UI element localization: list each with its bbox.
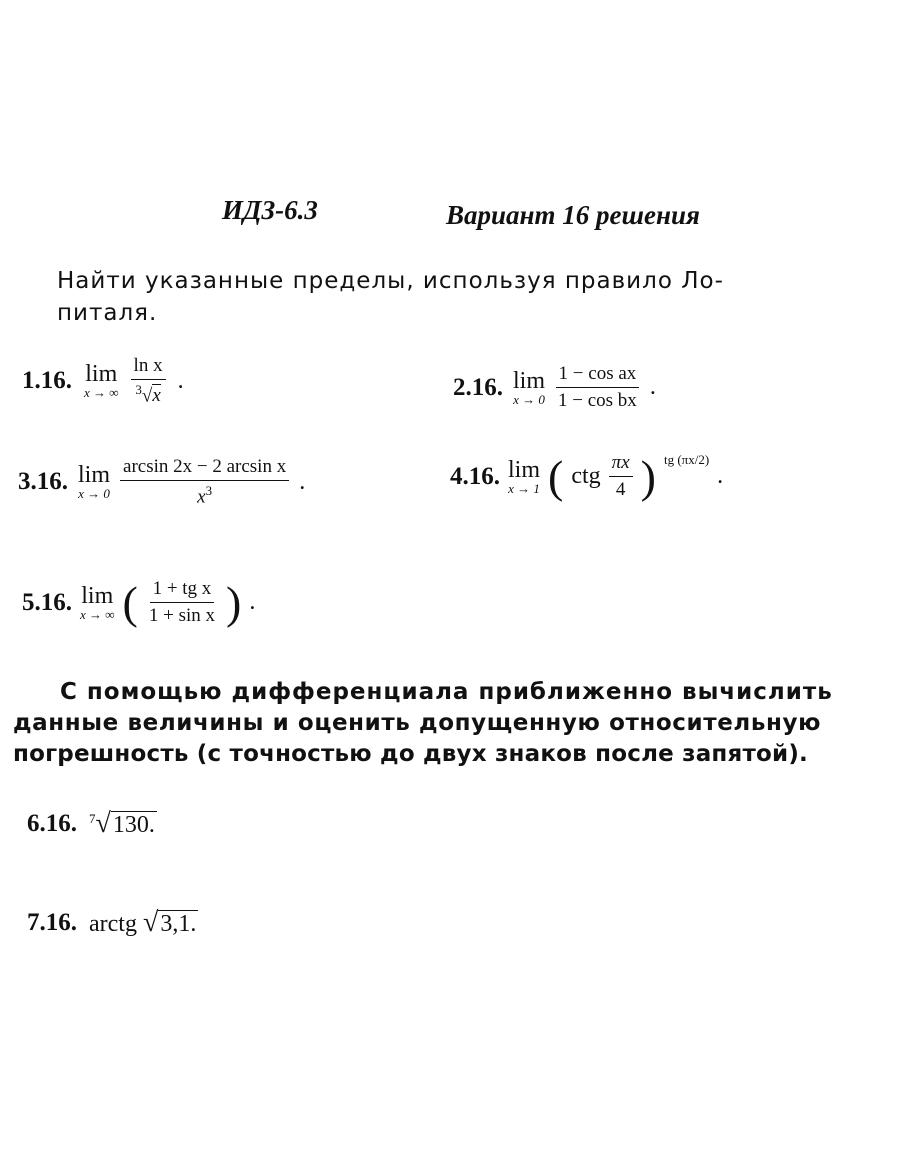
denominator: 1 − cos bx <box>558 390 637 411</box>
function-name: ctg <box>571 463 601 489</box>
instruction-line-1: Найти указанные пределы, используя правило Ло- <box>57 268 724 294</box>
lim-subscript: x → 0 <box>513 391 545 407</box>
end-period: . <box>177 367 184 394</box>
left-paren: ( <box>122 576 138 628</box>
variant-title: Вариант 16 решения <box>446 200 700 230</box>
fraction <box>555 363 640 412</box>
lim-word: lim <box>513 367 546 394</box>
problem-number: 6.16. <box>27 810 77 837</box>
numerator: 1 + tg x <box>150 578 215 603</box>
problem-4-16 <box>450 452 723 501</box>
numerator: πx <box>609 452 633 477</box>
problem-5-16 <box>22 578 255 627</box>
right-paren: ) <box>226 576 242 628</box>
function-name: arctg <box>89 911 137 937</box>
lim-word: lim <box>508 456 541 483</box>
lim-word: lim <box>81 582 114 609</box>
numerator: arcsin 2x − 2 arcsin x <box>120 456 289 481</box>
denominator: 4 <box>615 479 626 500</box>
problem-7-16 <box>27 907 198 939</box>
end-period: . <box>649 374 656 400</box>
lim-subscript: x → ∞ <box>84 385 119 401</box>
problem-number: 2.16. <box>453 373 503 401</box>
denominator-exponent: 3 <box>205 483 213 498</box>
radicand: 130. <box>112 812 155 838</box>
instruction2-line-1: С помощью дифференциала приближенно вычислить <box>60 679 833 705</box>
problem-6-16 <box>27 808 157 840</box>
radical-expression <box>89 907 198 939</box>
radical-sign: √ <box>142 907 159 938</box>
radical-sign: √ <box>95 808 111 839</box>
fraction <box>146 578 218 627</box>
problem-number: 3.16. <box>18 468 68 496</box>
problem-1-16 <box>22 355 184 407</box>
lim-subscript: x → 0 <box>78 486 110 502</box>
numerator: 1 − cos ax <box>556 363 640 388</box>
fraction <box>131 355 166 407</box>
problem-number: 1.16. <box>22 367 72 395</box>
limit-operator <box>80 584 115 622</box>
problem-number: 4.16. <box>450 462 500 490</box>
lim-subscript: x → 1 <box>508 480 540 496</box>
end-period: . <box>299 468 306 495</box>
denominator-base: x <box>197 486 206 508</box>
problem-number: 7.16. <box>27 909 77 936</box>
instruction-line-2: питаля. <box>57 300 158 326</box>
denominator: 1 + sin x <box>148 605 216 626</box>
problem-2-16 <box>453 363 656 412</box>
radicand: 3,1. <box>160 911 197 937</box>
right-paren: ) <box>640 450 656 502</box>
end-period: . <box>717 463 724 489</box>
limit-operator <box>508 458 540 496</box>
end-period: . <box>249 589 256 615</box>
root-index: 3 <box>135 382 142 397</box>
lim-word: lim <box>85 361 118 388</box>
instruction2-line-3: погрешность (с точностью до двух знаков после запятой). <box>13 741 808 767</box>
instruction2-line-2: данные величины и оценить допущенную относительную <box>13 710 822 736</box>
radical-expression <box>89 808 157 840</box>
exponent: tg (πx/2) <box>663 452 710 467</box>
denominator <box>132 380 163 407</box>
lim-subscript: x → ∞ <box>80 606 115 622</box>
left-paren: ( <box>548 450 564 502</box>
limit-operator <box>513 369 545 407</box>
limit-operator <box>78 463 110 501</box>
limit-operator <box>84 362 119 400</box>
fraction <box>120 456 289 508</box>
radical-sign: √ <box>141 385 153 407</box>
problem-3-16 <box>18 456 305 508</box>
numerator: ln x <box>131 355 166 380</box>
fraction <box>609 452 633 501</box>
assignment-title: ИДЗ-6.3 <box>222 195 318 225</box>
radicand: x <box>152 385 161 407</box>
problem-number: 5.16. <box>22 588 72 616</box>
root-index: 7 <box>89 811 96 826</box>
denominator <box>194 481 215 508</box>
lim-word: lim <box>78 462 111 489</box>
